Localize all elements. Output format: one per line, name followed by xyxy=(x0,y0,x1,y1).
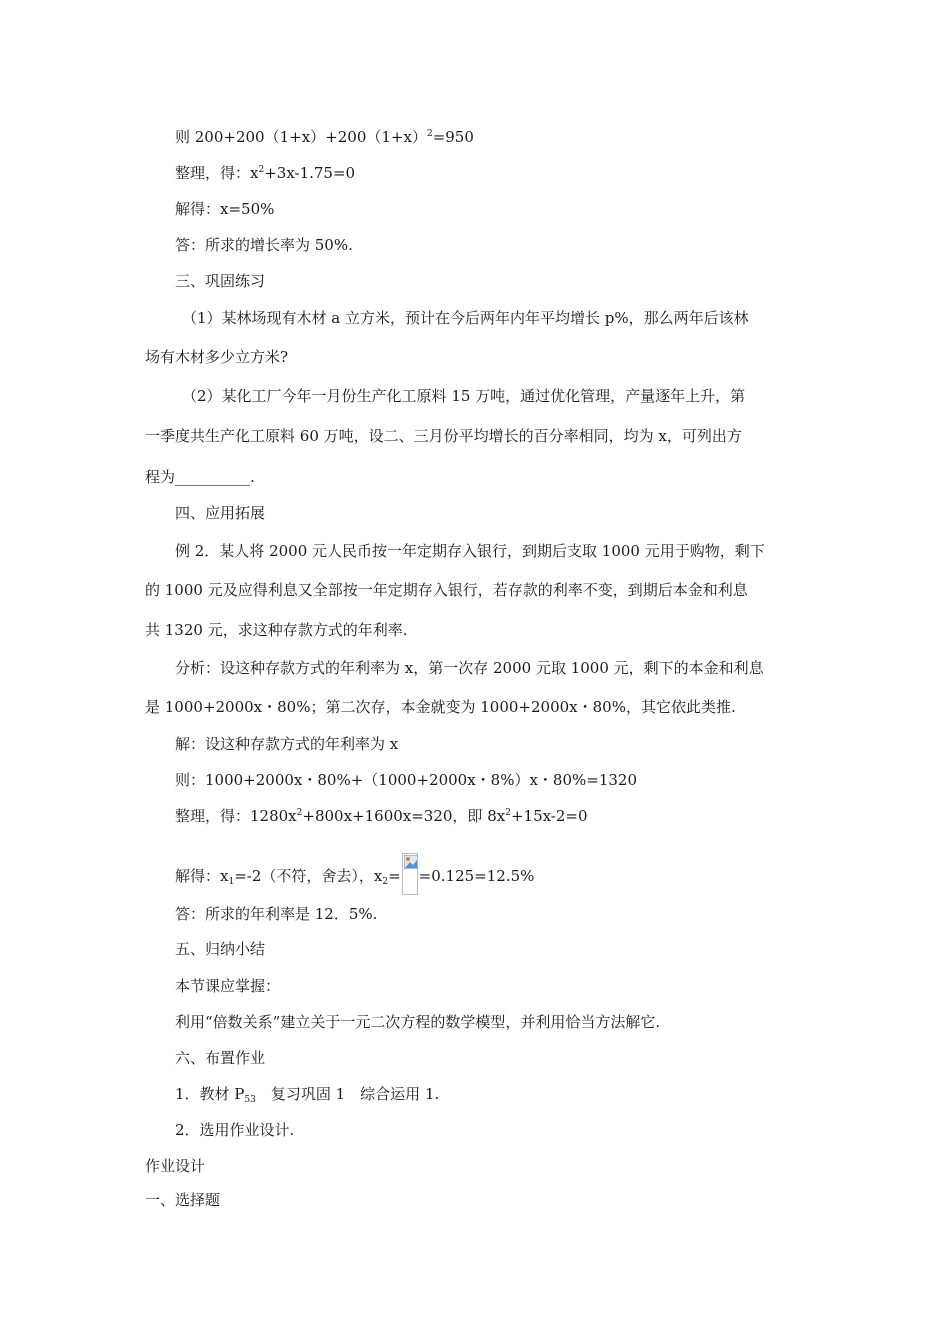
text: 1．教材 P xyxy=(175,1085,245,1103)
example-line: 例 2．某人将 2000 元人民币按一年定期存入银行，到期后支取 1000 元用于购物，剩下 xyxy=(175,542,765,560)
section-heading: 三、巩固练习 xyxy=(175,272,266,290)
summary-line: 本节课应掌握： xyxy=(175,977,281,995)
superscript: 2 xyxy=(426,129,433,139)
exercise-line: 程为__________. xyxy=(145,468,255,486)
text: 整理，得：1280x xyxy=(175,807,297,825)
answer-line: 答：所求的增长率为 50%. xyxy=(175,236,353,254)
section-heading: 作业设计 xyxy=(145,1157,206,1175)
homework-item: 2．选用作业设计. xyxy=(175,1121,295,1139)
text: =950 xyxy=(432,128,474,146)
superscript: 2 xyxy=(258,165,265,175)
section-heading: 六、布置作业 xyxy=(175,1049,266,1067)
text: =0.125=12.5% xyxy=(418,867,535,885)
broken-image-icon xyxy=(402,853,418,895)
summary-line: 利用“倍数关系”建立关于一元二次方程的数学模型，并利用恰当方法解它. xyxy=(175,1013,661,1031)
text: +3x-1.75=0 xyxy=(264,164,356,182)
analysis-line: 是 1000+2000x・80%；第二次存，本金就变为 1000+2000x・80%，其它依此类推. xyxy=(145,698,736,716)
section-heading: 四、应用拓展 xyxy=(175,504,266,522)
text: = xyxy=(388,867,401,885)
text: +15x-2=0 xyxy=(510,807,588,825)
text: 整理，得：x xyxy=(175,164,259,182)
example-line: 的 1000 元及应得利息又全部按一年定期存入银行，若存款的利率不变，到期后本金和利息 xyxy=(145,581,748,599)
section-heading: 一、选择题 xyxy=(145,1191,221,1209)
equation-line: 则：1000+2000x・80%+（1000+2000x・8%）x・80%=1320 xyxy=(175,771,637,789)
solution-line: 解得：x=50% xyxy=(175,200,275,218)
answer-line: 答：所求的年利率是 12．5%. xyxy=(175,905,378,923)
exercise-line: （1）某林场现有木材 a 立方米，预计在今后两年内年平均增长 p%，那么两年后该林 xyxy=(182,309,749,327)
example-line: 共 1320 元，求这种存款方式的年利率. xyxy=(145,621,408,639)
exercise-line: 场有木材多少立方米? xyxy=(145,348,289,366)
text: 解得：x xyxy=(175,867,229,885)
text: 复习巩固 1 综合运用 1. xyxy=(255,1085,440,1103)
solution-line xyxy=(175,853,534,895)
superscript: 2 xyxy=(296,808,303,818)
analysis-line: 分析：设这种存款方式的年利率为 x，第一次存 2000 元取 1000 元，剩下的本金和利息 xyxy=(175,659,764,677)
text: +800x+1600x=320，即 8x xyxy=(302,807,506,825)
equation-line xyxy=(175,805,588,827)
equation-line xyxy=(175,162,355,184)
superscript: 2 xyxy=(505,808,511,818)
homework-item xyxy=(175,1083,439,1105)
subscript: 53 xyxy=(244,1095,256,1105)
section-heading: 五、归纳小结 xyxy=(175,940,266,958)
solution-line: 解：设这种存款方式的年利率为 x xyxy=(175,735,399,753)
text: 则 200+200（1+x）+200（1+x） xyxy=(175,128,427,146)
exercise-line: （2）某化工厂今年一月份生产化工原料 15 万吨，通过优化管理，产量逐年上升，第 xyxy=(182,387,746,405)
exercise-line: 一季度共生产化工原料 60 万吨，设二、三月份平均增长的百分率相同，均为 x，可列出方 xyxy=(145,427,742,445)
subscript: 1 xyxy=(228,877,235,887)
subscript: 2 xyxy=(382,877,389,887)
text: =-2（不符，舍去），x xyxy=(234,867,383,885)
equation-line xyxy=(175,126,474,148)
